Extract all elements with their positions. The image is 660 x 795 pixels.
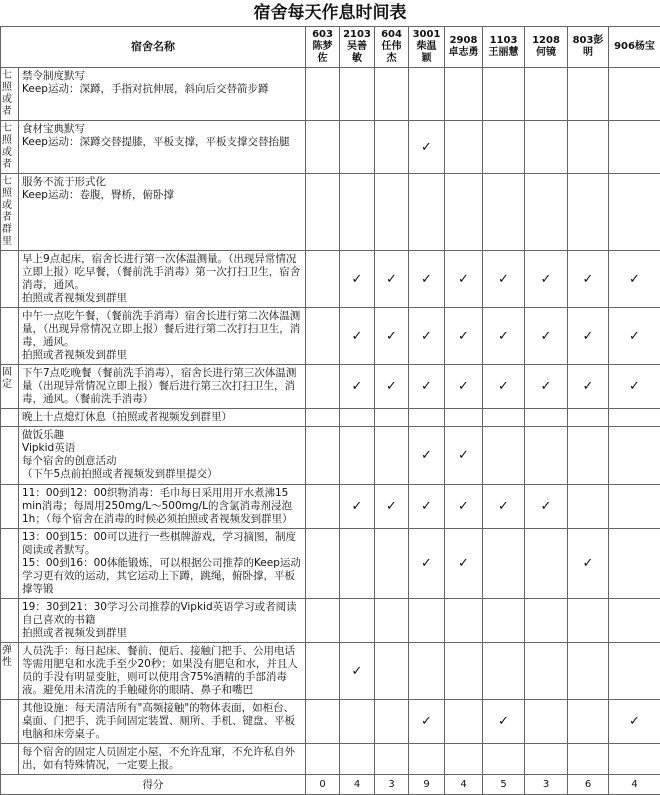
task-cell: 11：00到12：00织物消毒：毛巾每日采用用开水煮沸15 min消毒；每周用250mg/L～500mg/L的含氯消毒剂浸泡1h；（每个宿舍在消毒的时候必须拍照或者视频发到群里）	[19, 485, 306, 529]
check-mark-cell	[609, 174, 660, 251]
check-mark-cell	[375, 529, 409, 599]
task-cell: 早上9点起床，宿舍长进行第一次体温测量。（出现异常情况立即上报）吃早餐，（餐前洗手消毒）第一次打扫卫生，宿舍消毒，通风。 拍照或者视频发到群里	[19, 251, 306, 308]
check-mark-cell: ✓	[525, 485, 568, 529]
check-mark-cell	[525, 744, 568, 775]
score-cell: 4	[445, 775, 483, 795]
check-mark-cell: ✓	[375, 251, 409, 308]
table-row	[1, 427, 660, 485]
check-mark-cell	[340, 121, 375, 174]
table-row	[1, 599, 660, 643]
room-header: 1208何镜	[525, 27, 568, 68]
check-mark-cell	[375, 643, 409, 700]
score-cell: 6	[568, 775, 609, 795]
check-mark-cell	[375, 68, 409, 121]
check-mark-cell	[525, 529, 568, 599]
check-mark-cell	[568, 427, 609, 485]
check-mark-cell	[409, 599, 445, 643]
task-column-header: 宿舍名称	[1, 27, 306, 68]
check-mark-cell: ✓	[340, 308, 375, 365]
task-cell: 下午7点吃晚餐（餐前洗手消毒），宿舍长进行第三次体温测量（出现异常情况立即上报）餐后进行第三次打扫卫生，消毒，通风。（餐前洗手消毒）	[19, 365, 306, 409]
check-mark-cell	[525, 599, 568, 643]
check-mark-cell	[568, 485, 609, 529]
check-mark-cell	[609, 529, 660, 599]
check-mark-cell	[375, 744, 409, 775]
check-mark-cell	[609, 427, 660, 485]
check-mark-cell: ✓	[525, 251, 568, 308]
check-mark-cell	[409, 744, 445, 775]
check-mark-cell: ✓	[409, 529, 445, 599]
check-mark-cell	[375, 700, 409, 744]
check-mark-cell	[306, 121, 340, 174]
check-mark-cell	[609, 744, 660, 775]
check-mark-cell: ✓	[609, 308, 660, 365]
check-mark-cell	[306, 744, 340, 775]
score-label: 得分	[1, 775, 306, 795]
task-cell: 服务不流于形式化 Keep运动：卷腹，臀桥，俯卧撑	[19, 174, 306, 251]
check-mark-cell: ✓	[609, 251, 660, 308]
check-mark-cell	[609, 485, 660, 529]
check-mark-cell	[340, 409, 375, 427]
check-mark-cell	[445, 599, 483, 643]
check-mark-cell	[445, 68, 483, 121]
check-mark-cell	[306, 599, 340, 643]
check-mark-cell	[375, 174, 409, 251]
task-cell: 人员洗手：每日起床、餐前、便后、接触门把手、公用电话等需用肥皂和水洗手至少20秒；如果没有肥皂和水，并且人员的手没有明显变脏，则可以使用含75%酒精的手部消毒液。避免用未清洗的手触碰你的眼睛、鼻子和嘴巴	[19, 643, 306, 700]
check-mark-cell: ✓	[568, 365, 609, 409]
check-mark-cell	[568, 643, 609, 700]
room-header: 3001柴温颖	[409, 27, 445, 68]
category-cell	[1, 427, 19, 485]
check-mark-cell	[568, 700, 609, 744]
page-title: 宿舍每天作息时间表	[0, 0, 660, 26]
category-cell	[1, 251, 19, 308]
check-mark-cell	[409, 643, 445, 700]
check-mark-cell	[375, 427, 409, 485]
check-mark-cell: ✓	[409, 251, 445, 308]
check-mark-cell	[445, 700, 483, 744]
check-mark-cell	[306, 308, 340, 365]
check-mark-cell: ✓	[409, 427, 445, 485]
check-mark-cell	[306, 409, 340, 427]
category-cell: 固定	[1, 365, 19, 409]
room-header: 1103王丽慧	[483, 27, 525, 68]
check-mark-cell	[483, 529, 525, 599]
check-mark-cell	[445, 121, 483, 174]
check-mark-cell	[409, 409, 445, 427]
schedule-table	[0, 26, 660, 795]
category-cell: 弹性	[1, 643, 19, 700]
table-row	[1, 643, 660, 700]
score-cell: 0	[306, 775, 340, 795]
check-mark-cell: ✓	[445, 427, 483, 485]
table-row	[1, 251, 660, 308]
check-mark-cell	[483, 68, 525, 121]
check-mark-cell	[445, 174, 483, 251]
check-mark-cell	[340, 68, 375, 121]
check-mark-cell	[409, 68, 445, 121]
check-mark-cell	[483, 427, 525, 485]
check-mark-cell: ✓	[568, 251, 609, 308]
check-mark-cell	[306, 174, 340, 251]
task-cell: 晚上十点熄灯休息（拍照或者视频发到群里）	[19, 409, 306, 427]
check-mark-cell: ✓	[525, 365, 568, 409]
category-cell	[1, 599, 19, 643]
category-cell	[1, 529, 19, 599]
check-mark-cell	[340, 599, 375, 643]
check-mark-cell: ✓	[568, 529, 609, 599]
check-mark-cell: ✓	[409, 485, 445, 529]
check-mark-cell	[483, 121, 525, 174]
check-mark-cell	[483, 409, 525, 427]
check-mark-cell	[525, 643, 568, 700]
check-mark-cell	[445, 744, 483, 775]
check-mark-cell	[306, 529, 340, 599]
table-row	[1, 68, 660, 121]
table-row	[1, 308, 660, 365]
score-row	[1, 775, 660, 795]
check-mark-cell: ✓	[609, 700, 660, 744]
header-row	[1, 27, 660, 68]
task-cell: 每个宿舍的固定人员固定小屋，不允许乱窜，不允许私自外出，如有特殊情况，一定要上报。	[19, 744, 306, 775]
check-mark-cell: ✓	[609, 365, 660, 409]
check-mark-cell	[525, 700, 568, 744]
check-mark-cell: ✓	[375, 365, 409, 409]
room-header: 906杨宝	[609, 27, 660, 68]
check-mark-cell	[445, 409, 483, 427]
check-mark-cell: ✓	[483, 700, 525, 744]
task-cell: 食材宝典默写 Keep运动：深蹲交替提膝，平板支撑，平板支撑交替抬腿	[19, 121, 306, 174]
table-row	[1, 529, 660, 599]
table-row	[1, 121, 660, 174]
check-mark-cell	[568, 744, 609, 775]
check-mark-cell	[306, 485, 340, 529]
check-mark-cell	[445, 643, 483, 700]
table-row	[1, 485, 660, 529]
score-cell: 5	[483, 775, 525, 795]
check-mark-cell: ✓	[483, 308, 525, 365]
score-cell: 9	[409, 775, 445, 795]
check-mark-cell: ✓	[445, 308, 483, 365]
check-mark-cell: ✓	[375, 308, 409, 365]
check-mark-cell	[609, 121, 660, 174]
check-mark-cell	[306, 700, 340, 744]
check-mark-cell: ✓	[340, 365, 375, 409]
table-row	[1, 700, 660, 744]
check-mark-cell: ✓	[525, 308, 568, 365]
check-mark-cell	[525, 68, 568, 121]
check-mark-cell: ✓	[409, 121, 445, 174]
check-mark-cell	[340, 529, 375, 599]
check-mark-cell: ✓	[483, 365, 525, 409]
check-mark-cell	[306, 643, 340, 700]
room-header: 803彭明	[568, 27, 609, 68]
check-mark-cell: ✓	[445, 365, 483, 409]
check-mark-cell: ✓	[568, 308, 609, 365]
check-mark-cell	[483, 599, 525, 643]
check-mark-cell: ✓	[340, 251, 375, 308]
check-mark-cell: ✓	[409, 700, 445, 744]
check-mark-cell	[483, 744, 525, 775]
check-mark-cell	[306, 251, 340, 308]
check-mark-cell: ✓	[445, 529, 483, 599]
category-cell	[1, 485, 19, 529]
table-row	[1, 365, 660, 409]
category-cell: 七 照或者 群里	[1, 174, 19, 251]
task-cell: 禁令制度默写 Keep运动：深蹲，手指对抗伸展，斜向后交替箭步蹲	[19, 68, 306, 121]
check-mark-cell: ✓	[445, 251, 483, 308]
check-mark-cell	[483, 174, 525, 251]
check-mark-cell: ✓	[483, 251, 525, 308]
check-mark-cell	[525, 174, 568, 251]
task-cell: 13：00到15：00可以进行一些棋牌游戏，学习摘图，制度阅读或者默写。 15：00到16：00体能锻炼，可以根据公司推荐的Keep运动学习更有效的运动，其它运动上下蹲，跳绳，俯卧撑，平板撑等锻	[19, 529, 306, 599]
category-cell: 七 照或者	[1, 121, 19, 174]
check-mark-cell	[568, 409, 609, 427]
table-row	[1, 409, 660, 427]
check-mark-cell: ✓	[340, 485, 375, 529]
check-mark-cell: ✓	[409, 365, 445, 409]
check-mark-cell: ✓	[483, 485, 525, 529]
check-mark-cell	[340, 174, 375, 251]
check-mark-cell	[568, 68, 609, 121]
category-cell	[1, 700, 19, 744]
check-mark-cell	[306, 68, 340, 121]
check-mark-cell	[568, 174, 609, 251]
check-mark-cell	[568, 121, 609, 174]
table-row	[1, 744, 660, 775]
check-mark-cell	[609, 599, 660, 643]
check-mark-cell	[340, 700, 375, 744]
check-mark-cell	[375, 599, 409, 643]
check-mark-cell: ✓	[445, 485, 483, 529]
check-mark-cell	[609, 643, 660, 700]
task-cell: 中午一点吃午餐，（餐前洗手消毒）宿舍长进行第二次体温测量，（出现异常情况立即上报）餐后进行第二次打扫卫生，消毒，通风。 拍照或者视频发到群里	[19, 308, 306, 365]
task-cell: 19：30到21：30学习公司推荐的Vipkid英语学习或者阅读自己喜欢的书籍 拍照或者视频发到群里	[19, 599, 306, 643]
category-cell: 七 照或者	[1, 68, 19, 121]
room-header: 2908卓志勇	[445, 27, 483, 68]
check-mark-cell: ✓	[340, 643, 375, 700]
table-row	[1, 174, 660, 251]
check-mark-cell	[525, 121, 568, 174]
room-header: 603陈梦佐	[306, 27, 340, 68]
score-cell: 3	[525, 775, 568, 795]
category-cell	[1, 308, 19, 365]
check-mark-cell	[525, 427, 568, 485]
score-cell: 3	[375, 775, 409, 795]
category-cell	[1, 409, 19, 427]
check-mark-cell	[375, 121, 409, 174]
score-cell: 4	[340, 775, 375, 795]
task-cell: 做饭乐趣 Vipkid英语 每个宿舍的创意活动 （下午5点前拍照或者视频发到群里提交）	[19, 427, 306, 485]
room-header: 2103吴善敏	[340, 27, 375, 68]
check-mark-cell	[375, 409, 409, 427]
check-mark-cell	[340, 744, 375, 775]
check-mark-cell	[525, 409, 568, 427]
check-mark-cell: ✓	[375, 485, 409, 529]
check-mark-cell	[483, 643, 525, 700]
room-header: 604任伟杰	[375, 27, 409, 68]
task-cell: 其他设施：每天清洁所有"高频接触"的物体表面，如柜台、桌面、门把手、洗手间固定装置、厕所、手机、键盘、平板电脑和床旁桌子。	[19, 700, 306, 744]
check-mark-cell	[568, 599, 609, 643]
check-mark-cell	[306, 427, 340, 485]
check-mark-cell: ✓	[409, 308, 445, 365]
check-mark-cell	[409, 174, 445, 251]
check-mark-cell	[306, 365, 340, 409]
check-mark-cell	[340, 427, 375, 485]
check-mark-cell	[609, 68, 660, 121]
check-mark-cell	[609, 409, 660, 427]
category-cell	[1, 744, 19, 775]
score-cell: 4	[609, 775, 660, 795]
